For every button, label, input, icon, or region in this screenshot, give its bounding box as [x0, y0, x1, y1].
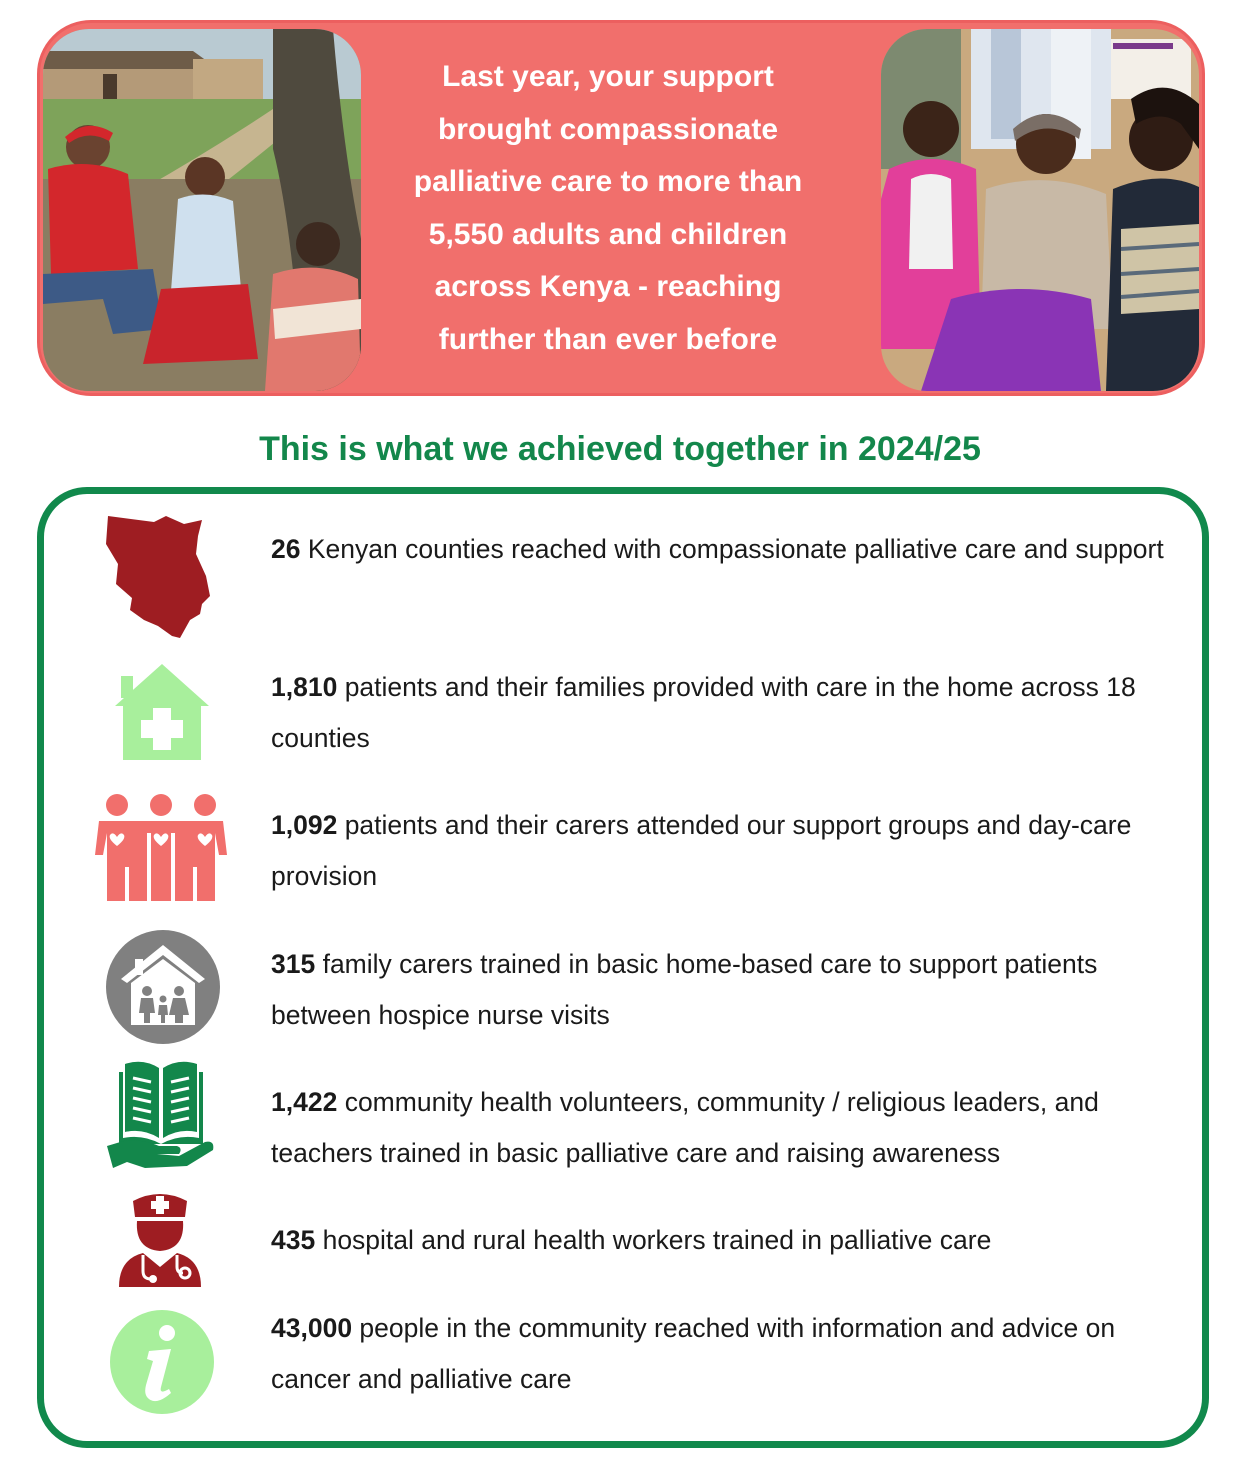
stat-description: patients and their families provided with care in the home across 18 counties [271, 672, 1136, 753]
stat-description: hospital and rural health workers trained in palliative care [315, 1225, 992, 1255]
stat-description: people in the community reached with information and advice on cancer and palliative care [271, 1313, 1116, 1394]
impact-banner [37, 20, 1205, 396]
stat-number: 26 [271, 534, 301, 564]
stat-health-workers [271, 1215, 1181, 1266]
photo-carer-with-children [43, 29, 361, 391]
stat-home-care [271, 662, 1181, 764]
banner-line: 5,550 adults and children [428, 217, 788, 251]
nurse-icon [116, 1186, 204, 1290]
stat-support-groups [271, 800, 1181, 902]
stat-description: Kenyan counties reached with compassionate palliative care and support [300, 534, 1164, 564]
family-home-icon [104, 928, 222, 1046]
stat-family-carers [271, 939, 1181, 1041]
stat-number: 435 [271, 1225, 316, 1255]
book-hand-icon [104, 1057, 218, 1171]
banner-line: across Kenya - reaching [434, 270, 782, 303]
stat-description: patients and their carers attended our support groups and day-care provision [271, 810, 1132, 891]
banner-line: palliative care to more than [413, 165, 803, 198]
stat-community-reach [271, 1303, 1181, 1405]
banner-line: brought compassionate [437, 112, 779, 146]
home-care-icon [112, 661, 212, 763]
information-icon [108, 1308, 216, 1416]
support-group-icon [92, 792, 230, 904]
photo-three-women [881, 29, 1199, 391]
stat-number: 1,092 [271, 810, 338, 840]
stat-number: 315 [271, 949, 316, 979]
banner-line: Last year, your support [442, 60, 774, 93]
stat-community-volunteers [271, 1077, 1181, 1179]
banner-line: further than ever before [438, 322, 778, 356]
stat-number: 1,422 [271, 1087, 338, 1117]
stat-number: 1,810 [271, 672, 338, 702]
achievements-heading: This is what we achieved together in 2024/25 [259, 430, 981, 468]
kenya-map-icon [100, 513, 215, 641]
stat-number: 43,000 [271, 1313, 353, 1343]
stat-description: community health volunteers, community / religious leaders, and teachers trained in basic palliative care and raising awareness [271, 1087, 1099, 1168]
banner-message [386, 51, 830, 366]
stat-description: family carers trained in basic home-based care to support patients between hospice nurse visits [271, 949, 1098, 1030]
stat-counties [271, 524, 1181, 575]
